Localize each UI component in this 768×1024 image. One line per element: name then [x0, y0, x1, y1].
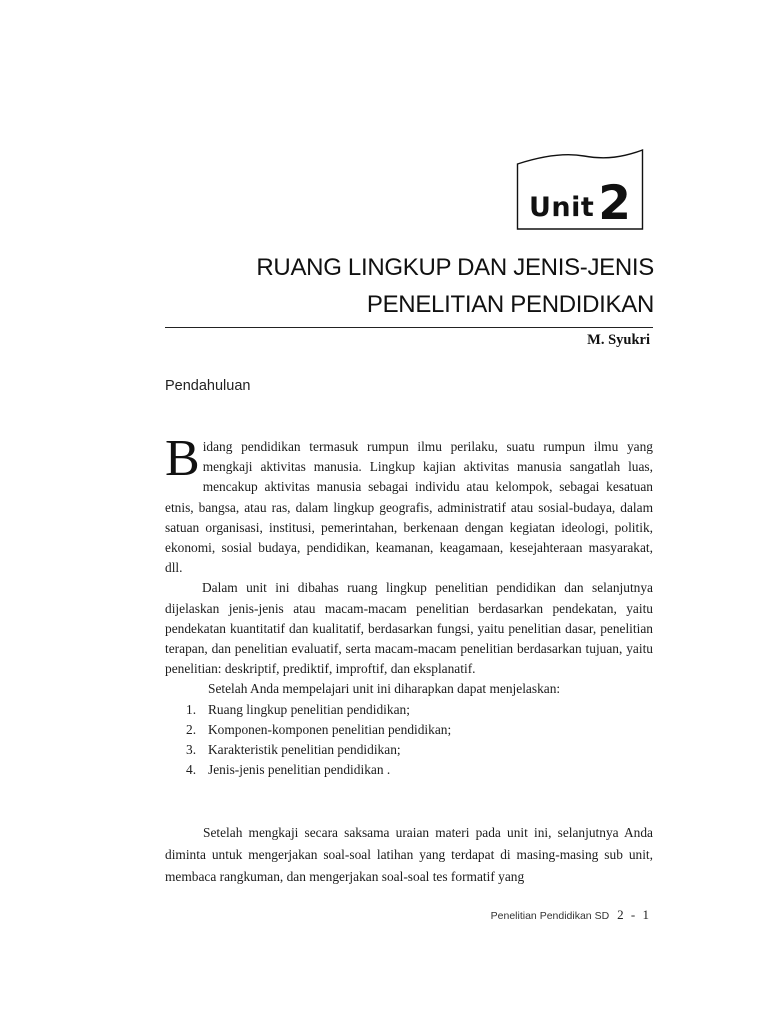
list-item-number: 4. [186, 762, 197, 778]
list-item-text: Komponen-komponen penelitian pendidikan; [208, 721, 452, 737]
drop-cap: B [165, 430, 200, 487]
list-item-text: Ruang lingkup penelitian pendidikan; [208, 701, 410, 717]
author-name: M. Syukri [587, 332, 650, 348]
unit-badge [516, 148, 644, 230]
list-item-number: 3. [186, 742, 197, 758]
page-number: 2 - 1 [617, 907, 650, 922]
title-divider [165, 327, 653, 328]
unit-word: Unit [528, 192, 595, 223]
list-item [186, 760, 653, 780]
section-heading: Pendahuluan [165, 378, 251, 394]
list-item-text: Jenis-jenis penelitian pendidikan . [208, 762, 391, 778]
paragraph-1 [165, 430, 653, 578]
paragraph-3: Setelah mengkaji secara saksama uraian materi pada unit ini, selanjutnya Anda diminta untuk mengerjakan soal-soal latihan yang terdapat di masing-masing sub unit, membaca rangkuman, dan mengerjakan soal-soal tes formatif yang [165, 825, 653, 884]
body-text-continued [165, 822, 653, 888]
unit-label [516, 176, 644, 231]
chapter-title-line-2: PENELITIAN PENDIDIKAN [366, 291, 654, 318]
list-item [186, 700, 653, 720]
list-item [186, 720, 653, 740]
footer-label: Penelitian Pendidikan SD [490, 910, 610, 922]
objectives-intro: Setelah Anda mempelajari unit ini diharapkan dapat menjelaskan: [208, 681, 561, 697]
list-item-number: 2. [186, 721, 197, 737]
chapter-title-line-1: RUANG LINGKUP DAN JENIS-JENIS [256, 254, 654, 281]
list-item [186, 740, 653, 760]
objectives-list [165, 700, 653, 781]
body-text [165, 430, 653, 780]
unit-number: 2 [598, 176, 631, 231]
list-item-number: 1. [186, 701, 197, 717]
paragraph-1-text: idang pendidikan termasuk rumpun ilmu perilaku, suatu rumpun ilmu yang mengkaji aktivitas manusia. Lingkup kajian aktivitas manusia sangatlah luas, mencakup aktivitas manusia sebagai individu atau kelompok, sebagai kesatuan etnis, bangsa, atau ras, dalam lingkup geografis, administratif atau sosial-budaya, dalam satuan organisasi, institusi, pemerintahan, berkenaan dengan kegiatan ideologi, politik, ekonomi, sosial budaya, pendidikan, keamanan, keagamaan, kesejahteraan masyarakat, dll. [165, 439, 653, 576]
paragraph-2: Dalam unit ini dibahas ruang lingkup penelitian pendidikan dan selanjutnya dijelaskan jenis-jenis atau macam-macam penelitian berdasarkan pendekatan, yaitu pendekatan kuantitatif dan kualitatif, berdasarkan fungsi, yaitu penelitian dasar, penelitian terapan, dan penelitian evaluatif, serta macam-macam penelitian berdasarkan tujuan, yaitu penelitian: deskriptif, prediktif, improftif, dan eksplanatif. [165, 580, 653, 677]
list-item-text: Karakteristik penelitian pendidikan; [208, 742, 401, 758]
page-footer [491, 906, 650, 924]
